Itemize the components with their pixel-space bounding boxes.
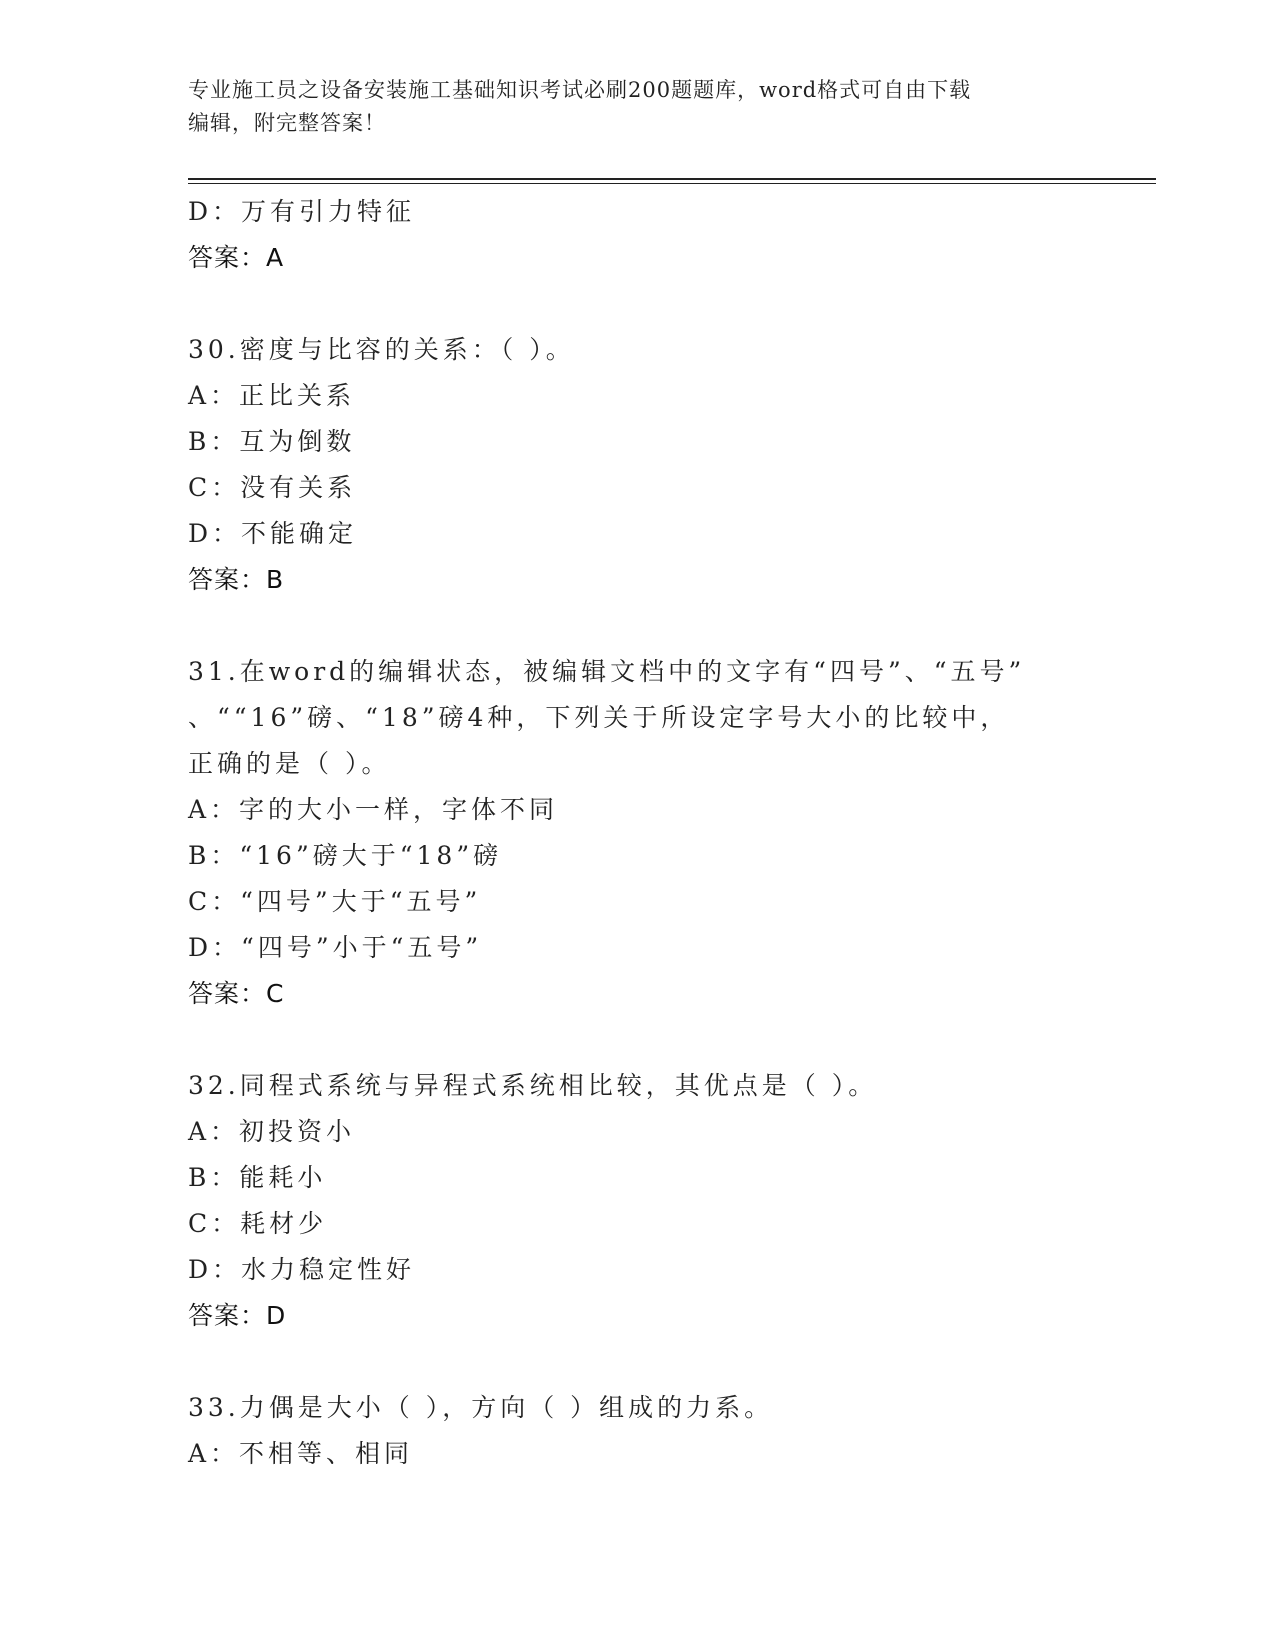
spacer [188,281,1088,327]
question-stem: 33.力偶是大小（ ），方向（ ）组成的力系。 [188,1393,774,1422]
question-30 [188,327,1088,603]
option-a: A：不相等、相同 [188,1439,414,1468]
option-c: C：没有关系 [188,473,357,502]
option-d: D：“四号”小于“五号” [188,933,483,962]
question-32 [188,1063,1088,1339]
question-list [188,189,1088,1477]
option-d: D：水力稳定性好 [188,1255,416,1284]
question-31 [188,649,1088,1017]
option-c: C：耗材少 [188,1209,328,1238]
option-b: B：“16”磅大于“18”磅 [188,841,503,870]
option-a: A：字的大小一样，字体不同 [188,795,559,824]
option-c: C：“四号”大于“五号” [188,887,482,916]
option-d: D：不能确定 [188,519,358,548]
answer-line: 答案：D [188,1301,287,1330]
header-divider-thin [188,183,1156,184]
question-stem-line-2: 、““16”磅、“18”磅4种，下列关于所设定字号大小的比较中， [188,703,1010,732]
answer-line: 答案：A [188,243,285,272]
option-b: B：能耗小 [188,1163,327,1192]
option-a: A：正比关系 [188,381,356,410]
question-stem: 30.密度与比容的关系：（ ）。 [188,335,575,364]
question-33 [188,1385,1088,1477]
answer-line: 答案：B [188,565,285,594]
question-stem: 32.同程式系统与异程式系统相比较，其优点是（ ）。 [188,1071,878,1100]
option-d: D：万有引力特征 [188,197,416,226]
spacer [188,1017,1088,1063]
question-stem-line-3: 正确的是（ ）。 [188,749,391,778]
option-b: B：互为倒数 [188,427,356,456]
header-divider-thick [188,178,1156,180]
option-a: A：初投资小 [188,1117,356,1146]
spacer [188,603,1088,649]
answer-line: 答案：C [188,979,285,1008]
document-header [188,74,1088,140]
spacer [188,1339,1088,1385]
header-line-2: 编辑，附完整答案！ [188,111,386,135]
header-line-1: 专业施工员之设备安装施工基础知识考试必刷200题题库，word格式可自由下载 [188,78,972,102]
question-stem-line-1: 31.在word的编辑状态，被编辑文档中的文字有“四号”、“五号” [188,657,1026,686]
